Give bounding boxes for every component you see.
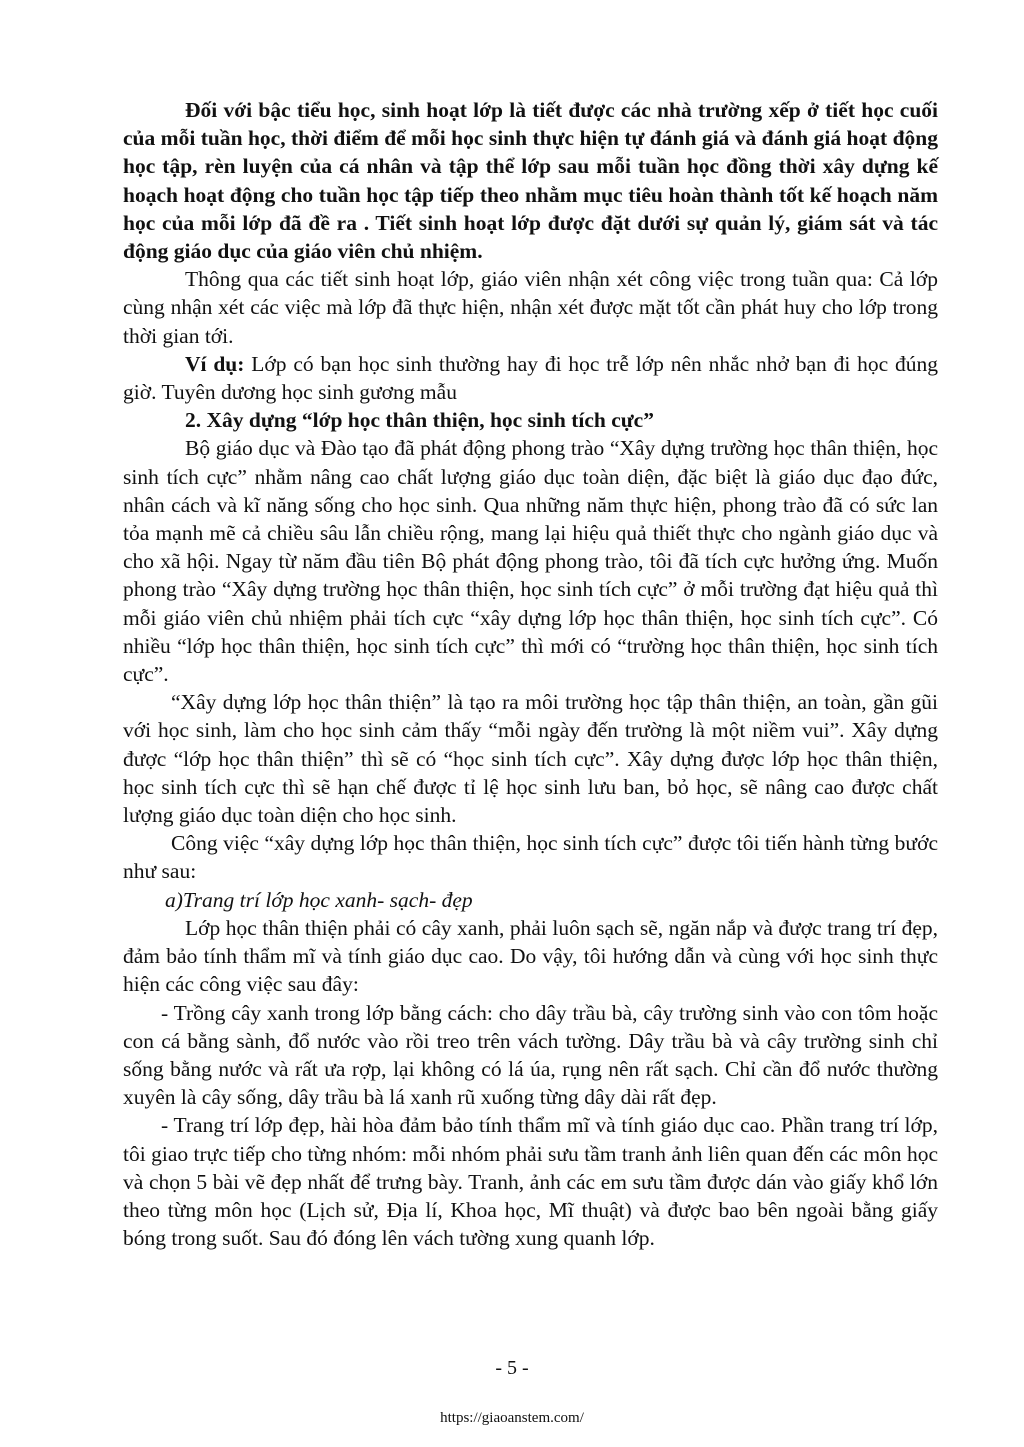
paragraph-movement: Bộ giáo dục và Đào tạo đã phát động phong trào “Xây dựng trường học thân thiện, học sinh tích cực” nhằm nâng cao chất lượng giáo dục toàn diện, đặc biệt là giáo dục đạo đức, nhân cách và kĩ năng sống cho học sinh. Qua những năm thực hiện, phong trào đã có sức lan tỏa mạnh mẽ cả chiều sâu lẫn chiều rộng, mang lại hiệu quả thiết thực cho ngành giáo dục và cho xã hội. Ngay từ năm đầu tiên Bộ phát động phong trào, tôi đã tích cực hưởng ứng. Muốn phong trào “Xây dựng trường học thân thiện, học sinh tích cực” ở mỗi trường đạt hiệu quả thì mỗi giáo viên chủ nhiệm phải tích cực “xây dựng lớp học thân thiện, học sinh tích cực”. Có nhiều “lớp học thân thiện, học sinh tích cực” thì mới có “trường học thân thiện, học sinh tích cực”. [123, 436, 938, 687]
footer-url: https://giaoanstem.com/ [440, 1410, 584, 1426]
paragraph-green-class: Lớp học thân thiện phải có cây xanh, phải luôn sạch sẽ, ngăn nắp và được trang trí đẹp, đảm bảo tính thẩm mĩ và tính giáo dục cao. Do vậy, tôi hướng dẫn và cùng với học sinh thực hiện các công việc sau đây: [123, 915, 938, 997]
document-body [123, 96, 938, 1252]
paragraph-decorate-walls: - Trang trí lớp đẹp, hài hòa đảm bảo tính thẩm mĩ và tính giáo dục cao. Phần trang trí lớp, tôi giao trực tiếp cho từng nhóm: mỗi nhóm phải sưu tầm tranh ảnh liên quan đến các môn học và chọn 5 bài vẽ đẹp nhất để trưng bày. Tranh, ảnh các em sưu tầm được dán vào giấy khổ lớn theo từng môn học (Lịch sử, Địa lí, Khoa học, Mĩ thuật) và được bao bên ngoài bằng giấy bóng trong suốt. Sau đó đóng lên vách tường xung quanh lớp. [123, 1113, 938, 1251]
subheading-decorate-class: a)Trang trí lớp học xanh- sạch- đẹp [165, 887, 473, 912]
example-label: Ví dụ: [185, 351, 245, 376]
paragraph-example [123, 350, 938, 406]
page-number: - 5 - [495, 1357, 529, 1379]
section-heading-2: 2. Xây dựng “lớp học thân thiện, học sinh tích cực” [185, 408, 654, 433]
paragraph-intro-bold: Đối với bậc tiểu học, sinh hoạt lớp là tiết được các nhà trường xếp ở tiết học cuối của mỗi tuần học, thời điểm để mỗi học sinh thực hiện tự đánh giá và đánh giá hoạt động học tập, rèn luyện của cá nhân và tập thể lớp sau mỗi tuần học đồng thời xây dựng kế hoạch hoạt động cho tuần học tập tiếp theo nhằm mục tiêu hoàn thành tốt kế hoạch năm học của mỗi lớp đã đề ra . Tiết sinh hoạt lớp được đặt dưới sự quản lý, giám sát và tác động giáo dục của giáo viên chủ nhiệm. [123, 98, 938, 264]
paragraph-plant-trees: - Trồng cây xanh trong lớp bằng cách: cho dây trầu bà, cây trường sinh vào con tôm hoặc con cá bằng sành, đổ nước vào rồi treo trên vách tường. Dây trầu bà và cây trường sinh chỉ sống bằng nước và rất ưa rợp, lại không có lá úa, rụng nên rất sạch. Chỉ cần đổ nước thường xuyên là cây sống, dây trầu bà lá xanh rũ xuống từng dây dài rất đẹp. [123, 1000, 938, 1110]
paragraph-steps-intro: Công việc “xây dựng lớp học thân thiện, học sinh tích cực” được tôi tiến hành từng bước như sau: [123, 831, 938, 884]
paragraph-class-review: Thông qua các tiết sinh hoạt lớp, giáo viên nhận xét công việc trong tuần qua: Cả lớp cùng nhận xét các việc mà lớp đã thực hiện, nhận xét được mặt tốt cần phát huy cho lớp trong thời gian tới. [123, 267, 938, 348]
example-text: Lớp có bạn học sinh thường hay đi học trễ lớp nên nhắc nhở bạn đi học đúng giờ. Tuyên dương học sinh gương mẫu [123, 351, 939, 405]
paragraph-friendly-class: “Xây dựng lớp học thân thiện” là tạo ra môi trường học tập thân thiện, an toàn, gần gũi với học sinh, làm cho học sinh cảm thấy “mỗi ngày đến trường là một niềm vui”. Xây dựng được “lớp học thân thiện” thì sẽ có “học sinh tích cực”. Xây dựng được lớp học thân thiện, học sinh tích cực thì sẽ hạn chế được tỉ lệ học sinh lưu ban, bỏ học, sẽ nâng cao được chất lượng giáo dục toàn diện cho học sinh. [123, 690, 938, 828]
